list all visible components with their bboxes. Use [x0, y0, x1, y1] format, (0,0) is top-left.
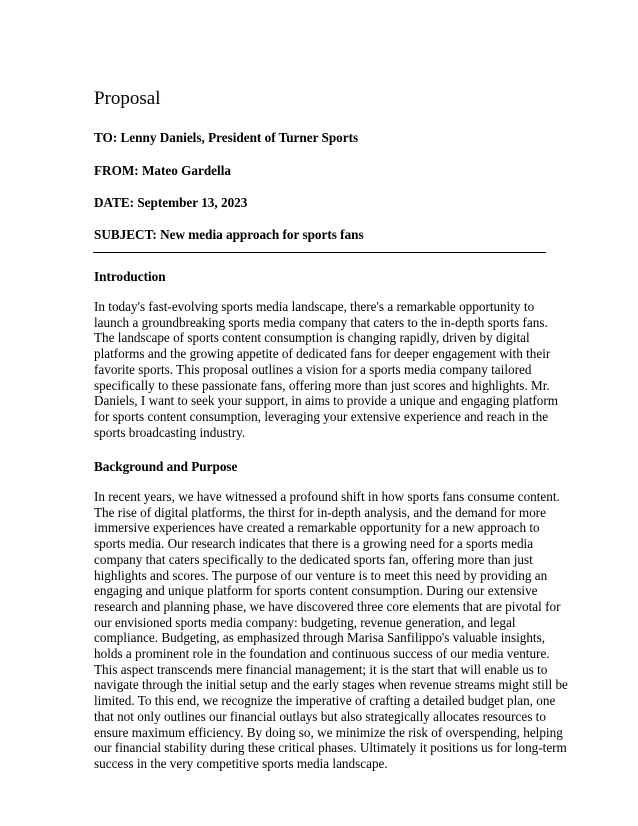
paragraph-line: sports media. Our research indicates that there is a growing need for a sports media: [94, 536, 534, 552]
document-title: Proposal: [94, 88, 161, 109]
horizontal-rule: [93, 252, 546, 253]
memo-from: FROM: Mateo Gardella: [94, 163, 231, 178]
paragraph-line: favorite sports. This proposal outlines a vision for a sports media company tailored: [94, 361, 532, 377]
paragraph-line: In recent years, we have witnessed a profound shift in how sports fans consume content.: [94, 489, 560, 504]
paragraph-line: specifically to these passionate fans, offering more than just scores and highlights. Mr.: [94, 377, 550, 393]
paragraph-line: Daniels, I want to seek your support, in aims to provide a unique and engaging platform: [94, 393, 559, 409]
paragraph-line: limited. To this end, we recognize the imperative of crafting a detailed budget plan, one: [94, 693, 556, 709]
paragraph-line: sports broadcasting industry.: [94, 424, 246, 440]
paragraph-line: immersive experiences have created a remarkable opportunity for a new approach to: [94, 520, 540, 536]
paragraph-line: that not only outlines our financial outlays but also strategically allocates resources to: [94, 708, 546, 724]
paragraph-line: platforms and the growing appetite of dedicated fans for deeper engagement with their: [94, 346, 551, 362]
paragraph-line: compliance. Budgeting, as emphasized through Marisa Sanfilippo's valuable insights,: [94, 630, 546, 646]
paragraph-line: ensure maximum efficiency. By doing so, we minimize the risk of overspending, helping: [94, 724, 563, 740]
paragraph-line: The rise of digital platforms, the thirst for in-depth analysis, and the demand for more: [94, 504, 546, 520]
paragraph-line: our financial stability during these critical phases. Ultimately it positions us for long-term: [94, 740, 567, 756]
paragraph-line: In today's fast-evolving sports media landscape, there's a remarkable opportunity to: [94, 299, 535, 314]
introduction-paragraph: [94, 299, 558, 440]
paragraph-line: This aspect transcends mere financial management; it is the start that will enable us to: [94, 661, 548, 677]
paragraph-line: our envisioned sports media company: budgeting, revenue generation, and legal: [94, 614, 516, 630]
memo-to: TO: Lenny Daniels, President of Turner Sports: [94, 130, 359, 145]
section-heading-introduction: Introduction: [94, 269, 166, 284]
memo-subject: SUBJECT: New media approach for sports fans: [94, 227, 364, 242]
paragraph-line: holds a prominent role in the foundation and continuous success of our media venture.: [94, 646, 550, 662]
paragraph-line: company that caters specifically to the dedicated sports fan, offering more than just: [94, 551, 533, 567]
background-paragraph: [94, 489, 568, 772]
memo-date: DATE: September 13, 2023: [94, 195, 248, 210]
paragraph-line: engaging and unique platform for sports content consumption. During our extensive: [94, 583, 538, 599]
paragraph-line: highlights and scores. The purpose of our venture is to meet this need by providing an: [94, 567, 548, 583]
paragraph-line: The landscape of sports content consumption is changing rapidly, driven by digital: [94, 330, 530, 346]
section-heading-background-and-purpose: Background and Purpose: [94, 459, 238, 474]
paragraph-line: for sports content consumption, leveraging your extensive experience and reach in the: [94, 408, 549, 424]
paragraph-line: launch a groundbreaking sports media company that caters to the in-depth sports fans.: [94, 314, 548, 330]
paragraph-line: success in the very competitive sports media landscape.: [94, 755, 388, 771]
paragraph-line: research and planning phase, we have discovered three core elements that are pivotal for: [94, 598, 561, 614]
paragraph-line: navigate through the initial setup and the early stages when revenue streams might still be: [94, 677, 568, 693]
